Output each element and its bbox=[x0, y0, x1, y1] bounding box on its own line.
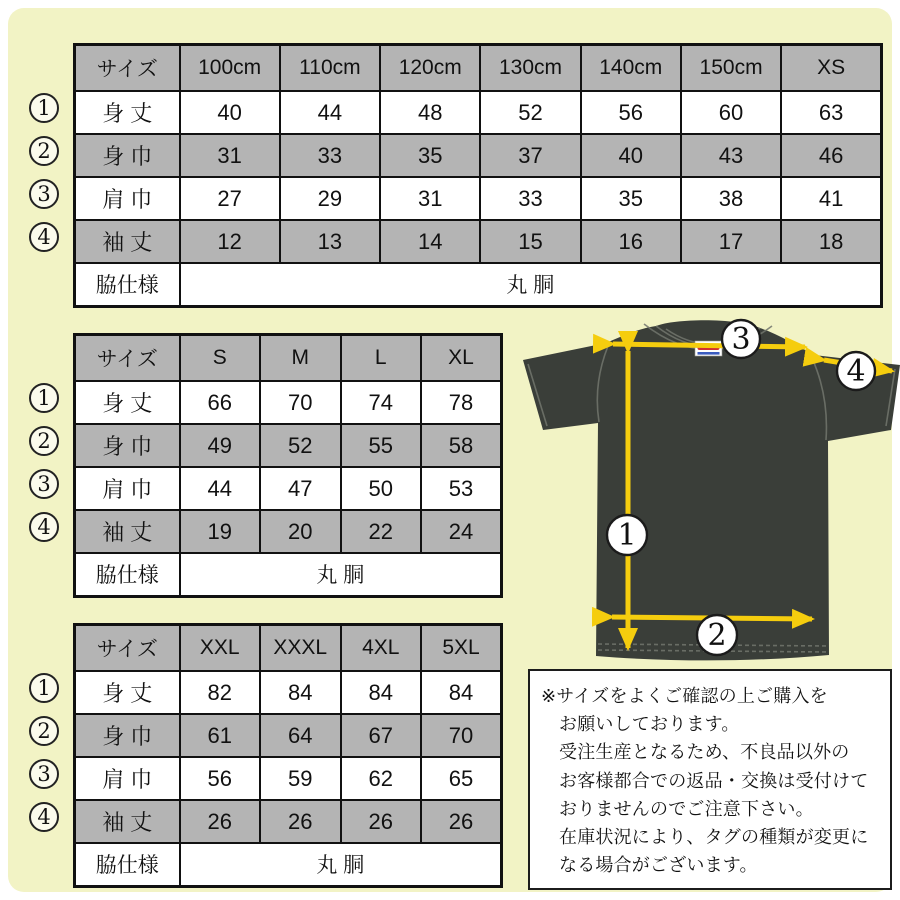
tshirt-measure-diagram bbox=[514, 314, 900, 666]
row-label: 身 巾 bbox=[75, 714, 180, 757]
column-header: サイズ bbox=[75, 625, 180, 672]
size-value: 52 bbox=[260, 424, 341, 467]
size-value: 27 bbox=[180, 177, 280, 220]
row-marker-3: 3 bbox=[29, 759, 59, 789]
size-value: 70 bbox=[421, 714, 502, 757]
size-value: 26 bbox=[260, 800, 341, 843]
size-value: 16 bbox=[581, 220, 681, 263]
size-value: 12 bbox=[180, 220, 280, 263]
notes-line: お願いしております。 bbox=[559, 714, 740, 735]
size-value: 74 bbox=[341, 381, 422, 424]
size-value: 26 bbox=[341, 800, 422, 843]
footer-value: 丸 胴 bbox=[180, 263, 882, 306]
size-value: 58 bbox=[421, 424, 502, 467]
size-value: 37 bbox=[480, 134, 580, 177]
size-value: 53 bbox=[421, 467, 502, 510]
column-header: サイズ bbox=[75, 335, 180, 382]
row-label: 袖 丈 bbox=[75, 510, 180, 553]
size-value: 26 bbox=[180, 800, 261, 843]
size-value: 29 bbox=[280, 177, 380, 220]
row-label: 肩 巾 bbox=[75, 177, 180, 220]
row-marker-4: 4 bbox=[29, 802, 59, 832]
plus-sizes-grid bbox=[73, 623, 503, 888]
column-header: 120cm bbox=[380, 45, 480, 92]
row-label: 身 丈 bbox=[75, 91, 180, 134]
column-header: XXXL bbox=[260, 625, 341, 672]
size-value: 19 bbox=[180, 510, 261, 553]
row-marker-4: 4 bbox=[29, 222, 59, 252]
size-value: 17 bbox=[681, 220, 781, 263]
size-value: 33 bbox=[280, 134, 380, 177]
notes-line: なる場合がございます。 bbox=[559, 855, 758, 876]
size-value: 67 bbox=[341, 714, 422, 757]
row-label: 身 巾 bbox=[75, 134, 180, 177]
diagram-marker-1: 1 bbox=[617, 518, 637, 553]
footer-value: 丸 胴 bbox=[180, 553, 502, 596]
kids-sizes-grid bbox=[73, 43, 883, 308]
purchase-notes-box bbox=[528, 669, 892, 890]
column-header: 140cm bbox=[581, 45, 681, 92]
size-value: 44 bbox=[280, 91, 380, 134]
size-value: 49 bbox=[180, 424, 261, 467]
notes-line: お客様都合での返品・交換は受付けて bbox=[559, 770, 869, 791]
row-marker-1: 1 bbox=[29, 93, 59, 123]
size-value: 60 bbox=[681, 91, 781, 134]
notes-line: 受注生産となるため、不良品以外の bbox=[559, 742, 850, 763]
row-label: 身 丈 bbox=[75, 381, 180, 424]
row-label: 身 丈 bbox=[75, 671, 180, 714]
size-value: 15 bbox=[480, 220, 580, 263]
size-value: 46 bbox=[781, 134, 881, 177]
footer-value: 丸 胴 bbox=[180, 843, 502, 886]
column-header: 110cm bbox=[280, 45, 380, 92]
size-value: 20 bbox=[260, 510, 341, 553]
row-marker-2: 2 bbox=[29, 426, 59, 456]
diagram-marker-4: 4 bbox=[846, 354, 866, 389]
size-value: 59 bbox=[260, 757, 341, 800]
row-label: 袖 丈 bbox=[75, 220, 180, 263]
plus-size-table bbox=[37, 623, 503, 888]
kids-size-table bbox=[37, 43, 883, 308]
size-value: 84 bbox=[260, 671, 341, 714]
adult-size-table bbox=[37, 333, 503, 598]
footer-label: 脇仕様 bbox=[75, 263, 180, 306]
column-header: XL bbox=[421, 335, 502, 382]
size-value: 31 bbox=[380, 177, 480, 220]
column-header: 150cm bbox=[681, 45, 781, 92]
shoulder-width-arrow bbox=[613, 344, 805, 347]
row-marker-4: 4 bbox=[29, 512, 59, 542]
size-value: 56 bbox=[180, 757, 261, 800]
size-value: 22 bbox=[341, 510, 422, 553]
column-header: 5XL bbox=[421, 625, 502, 672]
row-marker-1: 1 bbox=[29, 383, 59, 413]
size-chart-sheet bbox=[8, 8, 892, 892]
size-value: 64 bbox=[260, 714, 341, 757]
size-value: 43 bbox=[681, 134, 781, 177]
column-header: S bbox=[180, 335, 261, 382]
row-marker-2: 2 bbox=[29, 136, 59, 166]
size-value: 82 bbox=[180, 671, 261, 714]
size-value: 38 bbox=[681, 177, 781, 220]
size-value: 14 bbox=[380, 220, 480, 263]
column-header: 4XL bbox=[341, 625, 422, 672]
size-value: 70 bbox=[260, 381, 341, 424]
size-value: 61 bbox=[180, 714, 261, 757]
size-value: 18 bbox=[781, 220, 881, 263]
column-header: 130cm bbox=[480, 45, 580, 92]
row-marker-2: 2 bbox=[29, 716, 59, 746]
size-value: 26 bbox=[421, 800, 502, 843]
column-header: XXL bbox=[180, 625, 261, 672]
diagram-marker-3: 3 bbox=[731, 322, 751, 357]
size-value: 35 bbox=[581, 177, 681, 220]
size-value: 52 bbox=[480, 91, 580, 134]
size-value: 66 bbox=[180, 381, 261, 424]
size-value: 33 bbox=[480, 177, 580, 220]
size-value: 40 bbox=[180, 91, 280, 134]
row-marker-1: 1 bbox=[29, 673, 59, 703]
notes-line: 在庫状況により、タグの種類が変更に bbox=[559, 827, 869, 848]
column-header: L bbox=[341, 335, 422, 382]
row-label: 袖 丈 bbox=[75, 800, 180, 843]
size-value: 65 bbox=[421, 757, 502, 800]
row-marker-3: 3 bbox=[29, 469, 59, 499]
size-value: 63 bbox=[781, 91, 881, 134]
size-value: 35 bbox=[380, 134, 480, 177]
size-value: 47 bbox=[260, 467, 341, 510]
size-value: 40 bbox=[581, 134, 681, 177]
row-label: 身 巾 bbox=[75, 424, 180, 467]
column-header: サイズ bbox=[75, 45, 180, 92]
column-header: 100cm bbox=[180, 45, 280, 92]
adult-sizes-grid bbox=[73, 333, 503, 598]
size-value: 44 bbox=[180, 467, 261, 510]
size-value: 84 bbox=[341, 671, 422, 714]
row-label: 肩 巾 bbox=[75, 757, 180, 800]
diagram-marker-2: 2 bbox=[707, 618, 727, 653]
footer-label: 脇仕様 bbox=[75, 553, 180, 596]
size-value: 31 bbox=[180, 134, 280, 177]
size-value: 41 bbox=[781, 177, 881, 220]
size-value: 62 bbox=[341, 757, 422, 800]
size-value: 56 bbox=[581, 91, 681, 134]
footer-label: 脇仕様 bbox=[75, 843, 180, 886]
size-value: 24 bbox=[421, 510, 502, 553]
notes-line: ※サイズをよくご確認の上ご購入を bbox=[541, 686, 828, 706]
column-header: M bbox=[260, 335, 341, 382]
size-value: 78 bbox=[421, 381, 502, 424]
size-value: 48 bbox=[380, 91, 480, 134]
notes-line: おりませんのでご注意下さい。 bbox=[559, 798, 814, 819]
size-value: 84 bbox=[421, 671, 502, 714]
size-value: 50 bbox=[341, 467, 422, 510]
size-value: 13 bbox=[280, 220, 380, 263]
row-marker-3: 3 bbox=[29, 179, 59, 209]
row-label: 肩 巾 bbox=[75, 467, 180, 510]
size-value: 55 bbox=[341, 424, 422, 467]
column-header: XS bbox=[781, 45, 881, 92]
